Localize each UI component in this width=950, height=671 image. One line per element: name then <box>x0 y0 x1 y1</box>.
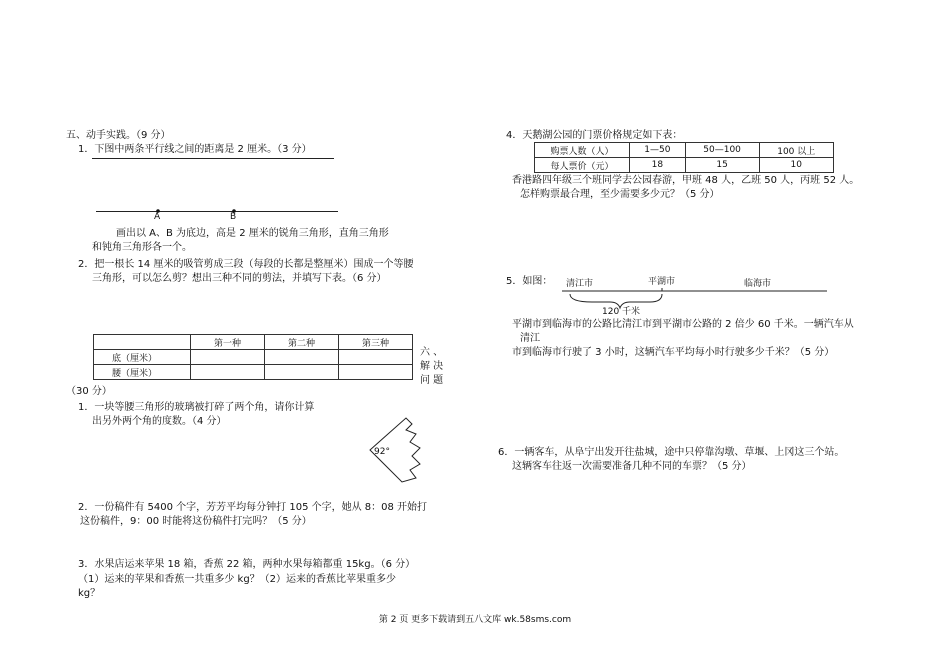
q6-line1: 6．一辆客车，从阜宁出发开往盐城，途中只停靠沟墩、草堰、上冈这三个站。 <box>498 447 845 458</box>
q5-line1: 平湖市到临海市的公路比清江市到平湖市公路的 2 倍少 60 千米。一辆汽车从 <box>512 319 854 330</box>
broken-glass-triangle <box>362 412 432 492</box>
table-cell[interactable] <box>191 350 265 365</box>
q2-line1: 2．把一根长 14 厘米的吸管剪成三段（每段的长都是整厘米）围成一个等腰 <box>78 259 414 270</box>
s6q3-line1: 3．水果店运来苹果 18 箱，香蕉 22 箱，两种水果每箱都重 15kg。（6 分） <box>78 559 416 570</box>
city-linhai: 临海市 <box>744 279 772 289</box>
table-cell: 15 <box>685 158 759 173</box>
s6q1-line2: 出另外两个角的度数。（4 分） <box>92 416 227 427</box>
table-row <box>94 335 413 350</box>
s6q1-line1: 1．一块等腰三角形的玻璃被打碎了两个角，请你计算 <box>78 402 315 413</box>
table-cell: 50—100 <box>685 143 759 158</box>
q2-line2: 三角形，可以怎么剪？想出三种不同的剪法，并填写下表。（6 分） <box>92 273 387 284</box>
table-row <box>535 158 834 173</box>
table-cell: 100 以上 <box>759 143 833 158</box>
q6-line2: 这辆客车往返一次需要准备几种不同的车票？（5 分） <box>512 461 752 472</box>
table-cell[interactable] <box>339 365 413 380</box>
table-row <box>94 365 413 380</box>
section6-title-part1: 六 、 <box>420 347 444 358</box>
q1-task-line2: 和钝角三角形各一个。 <box>92 242 192 253</box>
city-qingjiang: 清江市 <box>566 279 594 289</box>
table-cell <box>94 335 191 350</box>
table-cell[interactable] <box>191 365 265 380</box>
q5-line3: 市到临海市行驶了 3 小时，这辆汽车平均每小时行驶多少千米？（5 分） <box>512 347 835 358</box>
section5-title: 五、动手实践。（9 分） <box>66 130 171 141</box>
q1-task-line1: 画出以 A、B 为底边，高是 2 厘米的锐角三角形，直角三角形 <box>116 228 389 239</box>
point-a-label: A <box>154 212 161 222</box>
table-cell: 18 <box>630 158 686 173</box>
distance-label: 120 千米 <box>602 307 641 317</box>
q1-text: 1．下图中两条平行线之间的距离是 2 厘米。（3 分） <box>78 144 312 155</box>
row-label: 底（厘米） <box>94 350 191 365</box>
table-header: 第一种 <box>191 335 265 350</box>
q4-line3: 怎样购票最合理，至少需要多少元？（5 分） <box>520 189 720 200</box>
s6q2-line1: 2．一份稿件有 5400 个字，芳芳平均每分钟打 105 个字，她从 8：08 开始打 <box>78 502 428 513</box>
table-cell: 1—50 <box>630 143 686 158</box>
angle-label: 92° <box>374 447 390 457</box>
table-cell[interactable] <box>339 350 413 365</box>
q5-line2: 清江 <box>520 333 540 344</box>
q4-line2: 香港路四年级三个班同学去公园春游，甲班 48 人，乙班 50 人，丙班 52 人。 <box>512 175 860 186</box>
parallel-line-top <box>92 158 334 159</box>
city-pinghu: 平湖市 <box>648 277 676 287</box>
s6q3-line2: （1）运来的苹果和香蕉一共重多少 kg？（2）运来的香蕉比苹果重多少 <box>78 574 397 585</box>
point-b-label: B <box>230 212 237 222</box>
point-markers <box>150 205 350 225</box>
ticket-price-table <box>534 142 834 173</box>
table-row <box>94 350 413 365</box>
s6q3-line3: kg？ <box>78 588 101 599</box>
table-header: 第三种 <box>339 335 413 350</box>
page-footer: 第 2 页 更多下载请到五八文库 wk.58sms.com <box>378 615 572 625</box>
cut-method-table <box>93 334 413 380</box>
row-label: 每人票价（元） <box>535 158 630 173</box>
section6-title-part2: 解 决 <box>420 361 444 372</box>
row-label: 腰（厘米） <box>94 365 191 380</box>
q4-text: 4．天鹅湖公园的门票价格规定如下表： <box>506 130 683 141</box>
table-cell[interactable] <box>265 350 339 365</box>
q5-label: 5．如图： <box>506 276 553 287</box>
table-row <box>535 143 834 158</box>
row-label: 购票人数（人） <box>535 143 630 158</box>
table-header: 第二种 <box>265 335 339 350</box>
table-cell[interactable] <box>265 365 339 380</box>
table-cell: 10 <box>759 158 833 173</box>
section6-score: （30 分） <box>66 386 112 397</box>
s6q2-line2: 这份稿件，9：00 时能将这份稿件打完吗？（5 分） <box>80 516 312 527</box>
section6-title-part3: 问 题 <box>420 375 444 386</box>
